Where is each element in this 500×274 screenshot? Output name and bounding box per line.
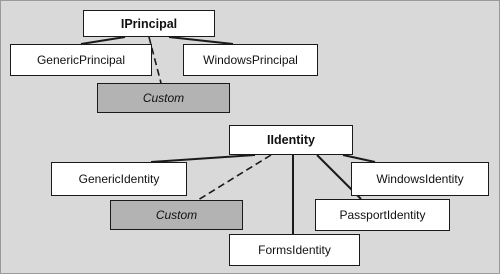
edge-iidentity-custom-dashed	[198, 155, 271, 200]
edge-iprincipal-windowsprincipal	[169, 37, 233, 44]
formsidentity-node: FormsIdentity	[229, 234, 360, 266]
iprincipal-node: IPrincipal	[83, 10, 215, 37]
passportidentity-node: PassportIdentity	[315, 199, 450, 231]
edge-iprincipal-genericprincipal	[81, 37, 125, 44]
windowsprincipal-node: WindowsPrincipal	[183, 44, 318, 76]
genericidentity-node: GenericIdentity	[51, 162, 187, 196]
custom-principal-node: Custom	[97, 83, 230, 113]
genericprincipal-node: GenericPrincipal	[10, 44, 152, 76]
custom-identity-node: Custom	[110, 200, 243, 230]
edge-iidentity-windowsidentity	[343, 155, 375, 162]
iidentity-node: IIdentity	[229, 125, 353, 155]
edge-iidentity-genericidentity	[151, 155, 255, 162]
windowsidentity-node: WindowsIdentity	[351, 162, 489, 196]
